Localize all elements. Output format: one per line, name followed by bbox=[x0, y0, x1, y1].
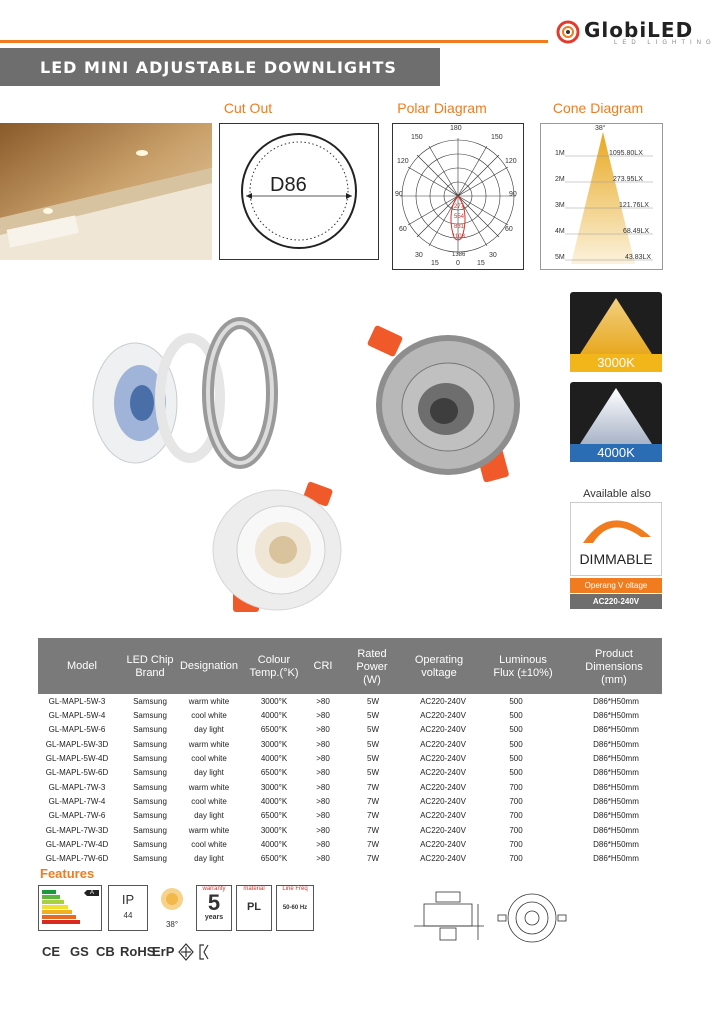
table-cell: 3000°K bbox=[260, 783, 288, 792]
warranty-badge bbox=[196, 885, 232, 931]
voltage-value: AC220-240V bbox=[570, 594, 662, 609]
polar-radial-label: 554 bbox=[454, 214, 465, 220]
table-cell: Samsung bbox=[133, 768, 167, 777]
table-cell: Samsung bbox=[133, 740, 167, 749]
table-cell: >80 bbox=[316, 854, 330, 863]
table-cell: AC220-240V bbox=[420, 826, 466, 835]
column-header: Colour Temp.(°K) bbox=[249, 654, 299, 679]
table-cell: >80 bbox=[316, 754, 330, 763]
energy-label-icon bbox=[38, 885, 102, 931]
table-cell: Samsung bbox=[133, 725, 167, 734]
table-cell: 7W bbox=[367, 797, 379, 806]
table-cell: 7W bbox=[367, 783, 379, 792]
table-cell: 4000°K bbox=[260, 840, 288, 849]
energy-grade: A bbox=[90, 890, 95, 896]
table-cell: GL-MAPL-7W-4D bbox=[45, 840, 109, 849]
brand-subtitle: LED LIGHTING bbox=[614, 40, 716, 46]
cutout-diagram bbox=[219, 123, 379, 260]
table-cell: 6500°K bbox=[260, 725, 288, 734]
material-value: PL bbox=[246, 901, 262, 913]
side-view-drawing bbox=[410, 888, 490, 948]
warranty-label: warranty bbox=[202, 886, 226, 892]
logo-swirl-icon bbox=[556, 20, 580, 44]
table-cell: Samsung bbox=[133, 783, 167, 792]
cutout-caption: Cut Out bbox=[223, 100, 273, 116]
table-cell: 5W bbox=[367, 697, 379, 706]
table-cell: 7W bbox=[367, 811, 379, 820]
table-cell: 3000°K bbox=[260, 740, 288, 749]
table-cell: Samsung bbox=[133, 826, 167, 835]
polar-diagram bbox=[392, 123, 524, 270]
table-cell: 6500°K bbox=[260, 768, 288, 777]
page-title: LED MINI ADJUSTABLE DOWNLIGHTS bbox=[40, 58, 397, 77]
warm-temp-tile bbox=[570, 292, 662, 372]
table-cell: 700 bbox=[509, 854, 523, 863]
cone-drawing bbox=[541, 124, 662, 269]
table-cell: cool white bbox=[191, 797, 227, 806]
table-cell: D86*H50mm bbox=[593, 754, 639, 763]
features-title: Features bbox=[40, 866, 95, 881]
silver-product-image bbox=[360, 325, 540, 495]
spec-table-header bbox=[38, 638, 662, 694]
table-cell: GL-MAPL-5W-3D bbox=[45, 740, 109, 749]
column-header: Product Dimensions (mm) bbox=[585, 648, 643, 686]
table-cell: GL-MAPL-7W-6D bbox=[45, 854, 109, 863]
cone-lux: 68.49LX bbox=[623, 228, 650, 235]
cone-distance: 4M bbox=[555, 228, 565, 235]
table-cell: >80 bbox=[316, 811, 330, 820]
table-cell: 5W bbox=[367, 725, 379, 734]
table-cell: Samsung bbox=[133, 711, 167, 720]
table-cell: >80 bbox=[316, 697, 330, 706]
bulb-glow-icon bbox=[152, 885, 192, 915]
table-cell: 500 bbox=[509, 725, 523, 734]
table-cell: day light bbox=[194, 854, 224, 863]
table-cell: 500 bbox=[509, 768, 523, 777]
table-cell: AC220-240V bbox=[420, 854, 466, 863]
cutout-size-label: D86 bbox=[270, 174, 307, 196]
material-badge bbox=[236, 885, 272, 931]
cert-rohs: RoHS bbox=[120, 944, 156, 959]
cone-distance: 5M bbox=[555, 254, 565, 261]
polar-angle-label: 60 bbox=[505, 226, 513, 233]
cool-temp-tile bbox=[570, 382, 662, 462]
table-cell: GL-MAPL-7W-6 bbox=[48, 811, 106, 820]
polar-angle-label: 150 bbox=[411, 134, 423, 141]
polar-radial-label: 277 bbox=[454, 204, 465, 210]
dimmable-badge bbox=[570, 502, 662, 576]
table-cell: AC220-240V bbox=[420, 711, 466, 720]
table-cell: >80 bbox=[316, 826, 330, 835]
polar-drawing bbox=[393, 124, 523, 269]
table-cell: Samsung bbox=[133, 797, 167, 806]
table-cell: 5W bbox=[367, 711, 379, 720]
warm-temp-label: 3000K bbox=[570, 354, 662, 372]
table-cell: Samsung bbox=[133, 854, 167, 863]
polar-angle-label: 15 bbox=[431, 260, 439, 267]
table-cell: warm white bbox=[188, 697, 230, 706]
cone-lux: 1095.80LX bbox=[609, 150, 643, 157]
beam-angle: 38° bbox=[165, 920, 179, 929]
polar-angle-label: 60 bbox=[399, 226, 407, 233]
table-cell: 500 bbox=[509, 711, 523, 720]
cert-gs: GS bbox=[70, 944, 89, 959]
polar-angle-label: 120 bbox=[397, 158, 409, 165]
table-cell: AC220-240V bbox=[420, 754, 466, 763]
cool-temp-label: 4000K bbox=[570, 444, 662, 462]
warranty-unit: years bbox=[204, 914, 224, 921]
cone-angle: 38° bbox=[595, 125, 606, 132]
polar-angle-label: 120 bbox=[505, 158, 517, 165]
table-cell: GL-MAPL-5W-4 bbox=[48, 711, 106, 720]
table-cell: D86*H50mm bbox=[593, 840, 639, 849]
table-cell: 5W bbox=[367, 754, 379, 763]
brand-logo bbox=[556, 18, 716, 48]
table-cell: day light bbox=[194, 811, 224, 820]
table-cell: Samsung bbox=[133, 811, 167, 820]
table-cell: >80 bbox=[316, 711, 330, 720]
white-product-image bbox=[205, 480, 345, 620]
table-cell: AC220-240V bbox=[420, 783, 466, 792]
table-cell: 7W bbox=[367, 854, 379, 863]
table-cell: warm white bbox=[188, 740, 230, 749]
cone-lux: 121.76LX bbox=[619, 202, 649, 209]
frequency-label: Line Freq bbox=[282, 886, 308, 892]
polar-angle-label: 90 bbox=[395, 191, 403, 198]
table-cell: cool white bbox=[191, 711, 227, 720]
table-cell: >80 bbox=[316, 725, 330, 734]
polar-angle-label: 30 bbox=[415, 252, 423, 259]
table-cell: Samsung bbox=[133, 840, 167, 849]
column-header: Luminous Flux (±10%) bbox=[493, 654, 553, 679]
table-cell: day light bbox=[194, 725, 224, 734]
table-cell: 4000°K bbox=[260, 797, 288, 806]
table-cell: AC220-240V bbox=[420, 797, 466, 806]
table-cell: 3000°K bbox=[260, 826, 288, 835]
cone-lux: 273.95LX bbox=[613, 176, 643, 183]
cone-distance: 2M bbox=[555, 176, 565, 183]
table-cell: GL-MAPL-5W-3 bbox=[48, 697, 106, 706]
table-cell: AC220-240V bbox=[420, 840, 466, 849]
column-header: LED Chip Brand bbox=[126, 654, 174, 679]
ip-label: IP bbox=[121, 892, 135, 907]
table-cell: GL-MAPL-7W-4 bbox=[48, 797, 106, 806]
table-cell: 700 bbox=[509, 783, 523, 792]
table-cell: 700 bbox=[509, 826, 523, 835]
safety-mark-icons bbox=[178, 943, 214, 961]
table-cell: >80 bbox=[316, 768, 330, 777]
polar-angle-label: 0 bbox=[456, 260, 460, 267]
polar-radial-label: 1386 bbox=[452, 252, 466, 258]
table-cell: 6500°K bbox=[260, 811, 288, 820]
polar-radial-label: 831 bbox=[454, 224, 465, 230]
table-cell: day light bbox=[194, 768, 224, 777]
table-cell: 500 bbox=[509, 697, 523, 706]
table-cell: AC220-240V bbox=[420, 740, 466, 749]
table-cell: D86*H50mm bbox=[593, 783, 639, 792]
available-also-text: Available also bbox=[583, 488, 651, 500]
table-cell: 700 bbox=[509, 840, 523, 849]
table-cell: 4000°K bbox=[260, 711, 288, 720]
table-cell: AC220-240V bbox=[420, 768, 466, 777]
table-cell: 6500°K bbox=[260, 854, 288, 863]
table-cell: D86*H50mm bbox=[593, 697, 639, 706]
cert-erp: ErP bbox=[152, 944, 175, 959]
material-label: material bbox=[243, 886, 265, 892]
table-cell: 700 bbox=[509, 811, 523, 820]
cert-ce: CE bbox=[42, 944, 61, 959]
voltage-label: Operang V oltage bbox=[570, 578, 662, 593]
polar-angle-label: 15 bbox=[477, 260, 485, 267]
table-cell: 7W bbox=[367, 840, 379, 849]
table-cell: 5W bbox=[367, 740, 379, 749]
table-cell: 700 bbox=[509, 797, 523, 806]
table-cell: warm white bbox=[188, 826, 230, 835]
cone-diagram bbox=[540, 123, 663, 270]
ip-value: 44 bbox=[123, 911, 133, 920]
table-cell: D86*H50mm bbox=[593, 854, 639, 863]
ceiling-photo bbox=[0, 123, 212, 260]
table-cell: GL-MAPL-5W-6D bbox=[45, 768, 109, 777]
table-cell: cool white bbox=[191, 754, 227, 763]
ip-rating-badge bbox=[108, 885, 148, 931]
table-cell: GL-MAPL-5W-6 bbox=[48, 725, 106, 734]
column-header: Operating voltage bbox=[414, 654, 464, 679]
table-cell: Samsung bbox=[133, 697, 167, 706]
column-header: CRI bbox=[313, 660, 333, 672]
cert-cb: CB bbox=[96, 944, 115, 959]
table-cell: 4000°K bbox=[260, 754, 288, 763]
table-cell: AC220-240V bbox=[420, 697, 466, 706]
warm-cone-icon bbox=[570, 292, 662, 354]
header-rule bbox=[0, 40, 548, 43]
frequency-badge bbox=[276, 885, 314, 931]
table-cell: AC220-240V bbox=[420, 811, 466, 820]
warranty-value: 5 bbox=[207, 890, 221, 915]
exploded-product-image bbox=[90, 308, 290, 498]
table-cell: >80 bbox=[316, 797, 330, 806]
dimmable-label: DIMMABLE bbox=[579, 551, 653, 567]
frequency-value: 50-60 Hz bbox=[282, 905, 308, 911]
table-cell: >80 bbox=[316, 740, 330, 749]
table-cell: 5W bbox=[367, 768, 379, 777]
table-cell: Samsung bbox=[133, 754, 167, 763]
polar-angle-label: 90 bbox=[509, 191, 517, 198]
table-cell: 7W bbox=[367, 826, 379, 835]
title-banner bbox=[0, 48, 440, 86]
beam-angle-badge bbox=[152, 885, 192, 931]
table-cell: 3000°K bbox=[260, 697, 288, 706]
column-header: Rated Power (W) bbox=[356, 648, 388, 686]
polar-angle-label: 30 bbox=[489, 252, 497, 259]
polar-angle-label: 150 bbox=[491, 134, 503, 141]
polar-angle-label: 180 bbox=[450, 125, 462, 132]
table-cell: D86*H50mm bbox=[593, 711, 639, 720]
table-cell: cool white bbox=[191, 840, 227, 849]
table-cell: D86*H50mm bbox=[593, 826, 639, 835]
cone-caption: Cone Diagram bbox=[552, 100, 644, 116]
cool-cone-icon bbox=[570, 382, 662, 444]
table-cell: D86*H50mm bbox=[593, 811, 639, 820]
table-cell: 500 bbox=[509, 754, 523, 763]
front-view-drawing bbox=[494, 888, 574, 948]
cone-lux: 43.83LX bbox=[625, 254, 652, 261]
table-cell: D86*H50mm bbox=[593, 768, 639, 777]
table-cell: AC220-240V bbox=[420, 725, 466, 734]
polar-caption: Polar Diagram bbox=[397, 100, 487, 116]
column-header: Designation bbox=[179, 660, 239, 672]
table-cell: D86*H50mm bbox=[593, 797, 639, 806]
table-cell: GL-MAPL-5W-4D bbox=[45, 754, 109, 763]
table-cell: >80 bbox=[316, 840, 330, 849]
table-cell: warm white bbox=[188, 783, 230, 792]
brand-name: GlobiLED bbox=[584, 18, 694, 42]
table-cell: D86*H50mm bbox=[593, 740, 639, 749]
table-cell: GL-MAPL-7W-3D bbox=[45, 826, 109, 835]
table-cell: >80 bbox=[316, 783, 330, 792]
cone-distance: 1M bbox=[555, 150, 565, 157]
table-cell: D86*H50mm bbox=[593, 725, 639, 734]
polar-radial-label: 1108 bbox=[452, 234, 465, 240]
table-cell: 500 bbox=[509, 740, 523, 749]
cone-distance: 3M bbox=[555, 202, 565, 209]
column-header: Model bbox=[67, 660, 97, 672]
dimmer-arc-icon bbox=[571, 503, 661, 549]
table-cell: GL-MAPL-7W-3 bbox=[48, 783, 106, 792]
